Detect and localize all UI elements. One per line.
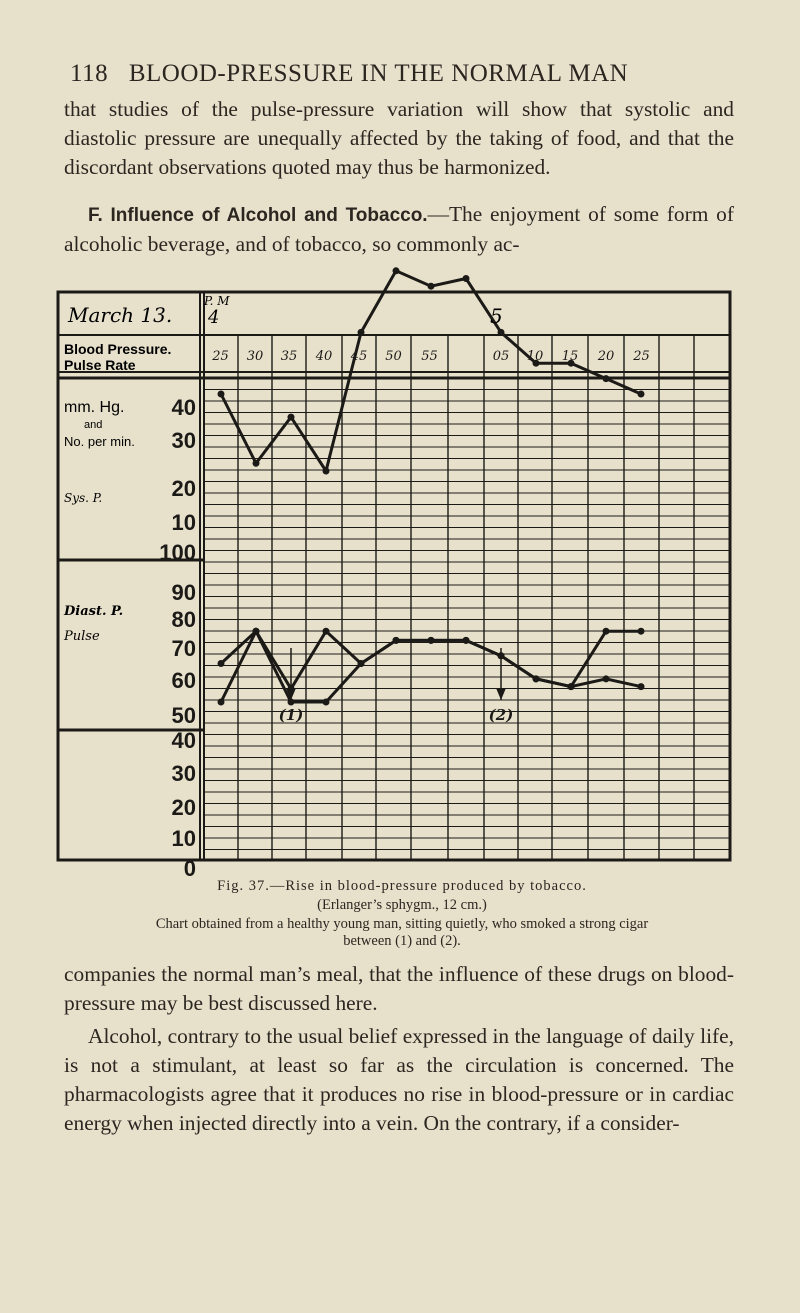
minute-label: 45 (350, 349, 368, 364)
running-header (70, 60, 628, 88)
minute-label: 15 (561, 349, 579, 364)
unit-per-min: No. per min. (64, 434, 135, 449)
series-point (288, 414, 295, 421)
minute-label: 10 (526, 349, 544, 364)
marker-label: (1) (278, 706, 304, 724)
series-point (358, 329, 365, 336)
series-point (253, 628, 260, 635)
tick-label-middle: 90 (171, 580, 196, 605)
minute-label: 50 (385, 349, 402, 364)
pm-label: P. M (204, 294, 230, 308)
figure-caption-note-1: Chart obtained from a healthy young man, sitting quietly, who smoked a strong cigar (155, 916, 649, 932)
series-point (323, 699, 330, 706)
paragraph-2-text: —The enjoyment of some form of alcoholic beverage, and of tobacco, so commonly ac- (64, 202, 734, 256)
sys-label: Sys. P. (64, 491, 103, 505)
tick-label-middle: 70 (171, 636, 196, 661)
marker-label: (2) (488, 706, 514, 724)
paragraph-4: Alcohol, contrary to the usual belief expressed in the language of daily life, is not a stimulant, at least so far as the circulation is concerned. The pharmacologists agree that it produces no rise in blood-pressure or in cardiac energy when injected directly into a vein. On the contrary, if a consider- (64, 1024, 734, 1135)
series-point (638, 628, 645, 635)
series-point (323, 468, 330, 475)
section-heading: F. Influence of Alcohol and Tobacco. (88, 205, 428, 226)
chart-date-label: March 13. (68, 303, 173, 327)
minute-label: 25 (633, 349, 650, 364)
marker-arrow-head (496, 688, 506, 700)
running-title: BLOOD-PRESSURE IN THE NORMAL MAN (128, 60, 629, 87)
series-point (463, 637, 470, 644)
minute-label: 55 (421, 349, 438, 364)
chart-labels (63, 294, 650, 881)
pulse-label: Pulse (64, 629, 100, 644)
blood-pressure-chart (58, 290, 734, 881)
series-point (393, 267, 400, 274)
chart-series (218, 267, 645, 705)
series-point (603, 375, 610, 382)
series-point (428, 637, 435, 644)
minute-label: 35 (280, 349, 298, 364)
series-point (568, 683, 575, 690)
page-number: 118 (70, 60, 109, 87)
tick-label-middle: 50 (171, 703, 196, 728)
series-point (218, 699, 225, 706)
tick-label-upper: 40 (171, 395, 196, 420)
paragraph-1: that studies of the pulse-pressure variation will show that systolic and diastolic pressure are unequally affected by the taking of food, and that the discordant observations quoted may thus be harmonized. (64, 97, 734, 179)
unit-label: mm. Hg. (64, 399, 125, 416)
tick-label-upper: 10 (171, 510, 196, 535)
series-point (218, 660, 225, 667)
tick-label-lower: 30 (171, 761, 196, 786)
tick-label-upper: 30 (171, 428, 196, 453)
dias-label: Diast. P. (64, 604, 124, 619)
series-point (638, 683, 645, 690)
hour-4-label: 4 (208, 307, 220, 328)
row-label-blood-pressure: Blood Pressure. (64, 341, 172, 357)
figure-caption-sub: (Erlanger’s sphygm., 12 cm.) (317, 897, 487, 913)
series-point (498, 329, 505, 336)
series-point (358, 660, 365, 667)
series-point (463, 275, 470, 282)
tick-label-lower: 0 (183, 856, 196, 881)
tick-label-lower: 20 (171, 795, 196, 820)
tick-label-middle: 60 (171, 668, 196, 693)
series-point (218, 391, 225, 398)
figure-caption-title: Fig. 37.—Rise in blood-pressure produced by tobacco. (217, 878, 587, 894)
paragraph-3: companies the normal man’s meal, that the influence of these drugs on blood-pressure may be best discussed here. (64, 962, 734, 1015)
series-point (603, 675, 610, 682)
minute-label: 40 (315, 349, 333, 364)
tick-label-lower: 10 (171, 826, 196, 851)
series-point (323, 628, 330, 635)
tick-label-upper: 100 (159, 540, 196, 565)
minute-label: 30 (246, 349, 264, 364)
row-label-pulse-rate: Pulse Rate (64, 357, 136, 373)
series-point (393, 637, 400, 644)
minute-label: 05 (492, 349, 510, 364)
minute-label: 20 (597, 349, 615, 364)
figure-caption-note-2: between (1) and (2). (343, 933, 461, 949)
chart-grid (58, 292, 730, 860)
minute-label: 25 (212, 349, 229, 364)
series-line (221, 271, 641, 471)
series-point (603, 628, 610, 635)
hour-5-label: 5 (490, 304, 503, 328)
unit-and: and (84, 419, 103, 431)
paragraph-2 (64, 200, 734, 259)
series-point (533, 675, 540, 682)
tick-label-middle: 80 (171, 607, 196, 632)
series-point (428, 283, 435, 290)
series-point (638, 391, 645, 398)
series-point (253, 460, 260, 467)
tick-label-lower: 40 (171, 728, 196, 753)
tick-label-upper: 20 (171, 476, 196, 501)
